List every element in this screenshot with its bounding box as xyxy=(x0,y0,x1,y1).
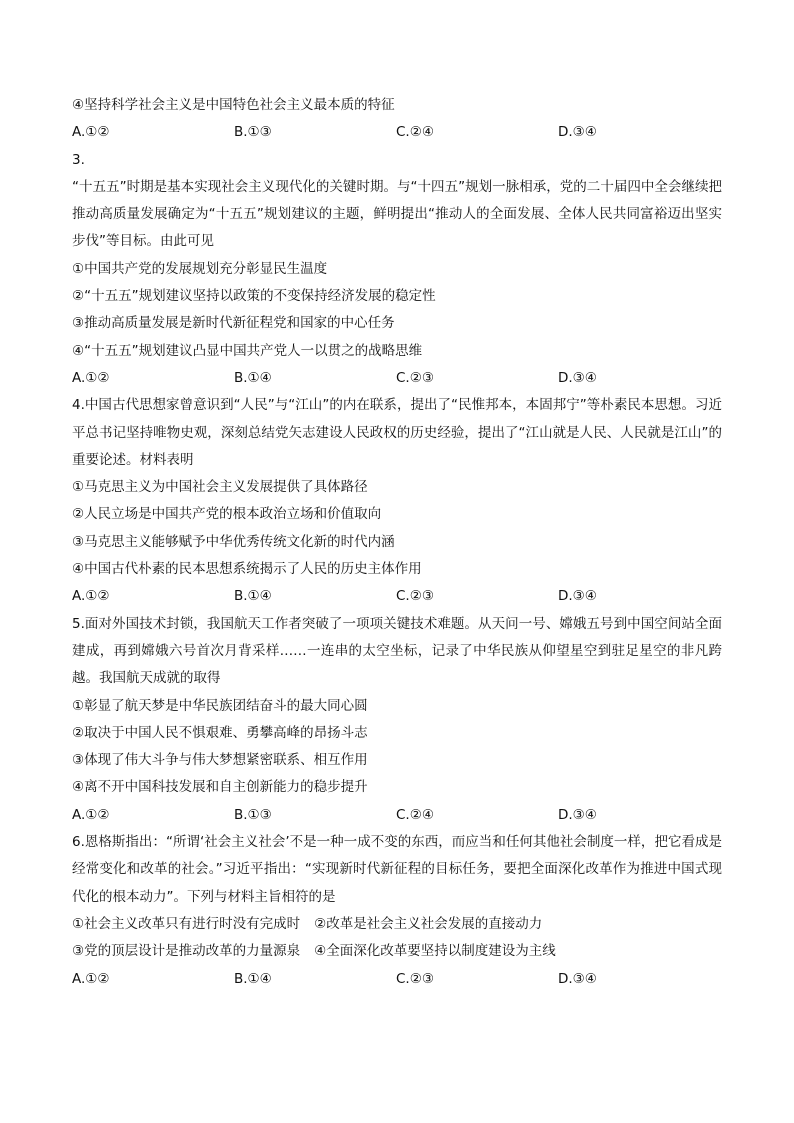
q5-stem: 5.面对外国技术封锁，我国航天工作者突破了一项项关键技术难题。从天问一号、嫦娥五号到中国空间站全面建成，再到嫦娥六号首次月背采样……一连串的太空坐标，记录了中华民族从仰望星空到驻足星空的非凡跨越。我国航天成就的取得 xyxy=(72,615,722,687)
q5-option-a[interactable]: A.①② xyxy=(72,806,110,823)
q4-statement-4: ④中国古代朴素的民本思想系统揭示了人民的历史主体作用 xyxy=(72,561,422,578)
q2-option-a[interactable]: A.①② xyxy=(72,124,110,141)
q4-statement-2: ②人民立场是中国共产党的根本政治立场和价值取向 xyxy=(72,506,382,523)
q4-option-c[interactable]: C.②③ xyxy=(396,588,434,605)
q5-option-d[interactable]: D.③④ xyxy=(558,806,597,823)
q5-statement-2: ②取决于中国人民不惧艰难、勇攀高峰的昂扬斗志 xyxy=(72,724,368,741)
q5-option-b[interactable]: B.①③ xyxy=(234,806,272,823)
q3-statement-1: ①中国共产党的发展规划充分彰显民生温度 xyxy=(72,260,328,277)
q2-statement-4: ④坚持科学社会主义是中国特色社会主义最本质的特征 xyxy=(72,97,395,113)
q3-options xyxy=(72,365,722,392)
q3-option-d[interactable]: D.③④ xyxy=(558,369,597,386)
q6-option-a[interactable]: A.①② xyxy=(72,970,110,987)
q3-option-a[interactable]: A.①② xyxy=(72,369,110,386)
q3-number: 3. xyxy=(72,151,85,168)
q4-stem: 4.中国古代思想家曾意识到“人民”与“江山”的内在联系，提出了“民惟邦本，本固邦宁”等朴素民本思想。习近平总书记坚持唯物史观，深刻总结党矢志建设人民政权的历史经验，提出了“江山就是人民、人民就是江山”的重要论述。材料表明 xyxy=(72,397,722,468)
q5-option-c[interactable]: C.②④ xyxy=(396,806,434,823)
q5-statement-3: ③体现了伟大斗争与伟大梦想紧密联系、相互作用 xyxy=(72,752,368,769)
q6-options xyxy=(72,966,722,993)
q6-statement-1: ①社会主义改革只有进行时没有完成时 xyxy=(72,915,301,932)
q6-statement-2: ②改革是社会主义社会发展的直接动力 xyxy=(314,915,543,932)
q6-option-c[interactable]: C.②③ xyxy=(396,970,434,987)
q2-options xyxy=(72,119,722,146)
q4-statement-3: ③马克思主义能够赋予中华优秀传统文化新的时代内涵 xyxy=(72,533,395,550)
q5-statement-4: ④离不开中国科技发展和自主创新能力的稳步提升 xyxy=(72,779,368,796)
q3-statement-2: ②“十五五”规划建议坚持以政策的不变保持经济发展的稳定性 xyxy=(72,288,436,305)
q6-option-b[interactable]: B.①④ xyxy=(234,970,272,987)
q3-stem: “十五五”时期是基本实现社会主义现代化的关键时期。与“十四五”规划一脉相承，党的二十届四中全会继续把推动高质量发展确定为“十五五”规划建议的主题，鲜明提出“推动人的全面发展、全体人民共同富裕迈出坚实步伐”等目标。由此可见 xyxy=(72,178,722,250)
q4-option-b[interactable]: B.①④ xyxy=(234,588,272,605)
q5-statement-1: ①彰显了航天梦是中华民族团结奋斗的最大同心圆 xyxy=(72,697,368,714)
exam-page xyxy=(72,92,722,993)
q4-option-a[interactable]: A.①② xyxy=(72,588,110,605)
q4-option-d[interactable]: D.③④ xyxy=(558,588,597,605)
q5-options xyxy=(72,802,722,829)
q3-option-b[interactable]: B.①④ xyxy=(234,369,272,386)
q4-options xyxy=(72,583,722,610)
q6-stem: 6.恩格斯指出：“所谓‘社会主义社会’不是一种一成不变的东西，而应当和任何其他社会制度一样，把它看成是经常变化和改革的社会。”习近平指出：“实现新时代新征程的目标任务，要把全面深化改革作为推进中国式现代化的根本动力”。下列与材料主旨相符的是 xyxy=(72,834,722,905)
q6-statement-4: ④全面深化改革要坚持以制度建设为主线 xyxy=(314,943,556,960)
q3-statement-3: ③推动高质量发展是新时代新征程党和国家的中心任务 xyxy=(72,315,395,332)
q2-option-b[interactable]: B.①③ xyxy=(234,124,272,141)
q3-option-c[interactable]: C.②③ xyxy=(396,369,434,386)
q6-statements-row-1 xyxy=(72,911,722,938)
q2-option-d[interactable]: D.③④ xyxy=(558,124,597,141)
q3-statement-4: ④“十五五”规划建议凸显中国共产党人一以贯之的战略思维 xyxy=(72,342,423,359)
q6-statements-row-2 xyxy=(72,938,722,965)
q2-option-c[interactable]: C.②④ xyxy=(396,124,434,141)
q6-option-d[interactable]: D.③④ xyxy=(558,970,597,987)
q6-statement-3: ③党的顶层设计是推动改革的力量源泉 xyxy=(72,943,301,960)
q4-statement-1: ①马克思主义为中国社会主义发展提供了具体路径 xyxy=(72,479,368,496)
